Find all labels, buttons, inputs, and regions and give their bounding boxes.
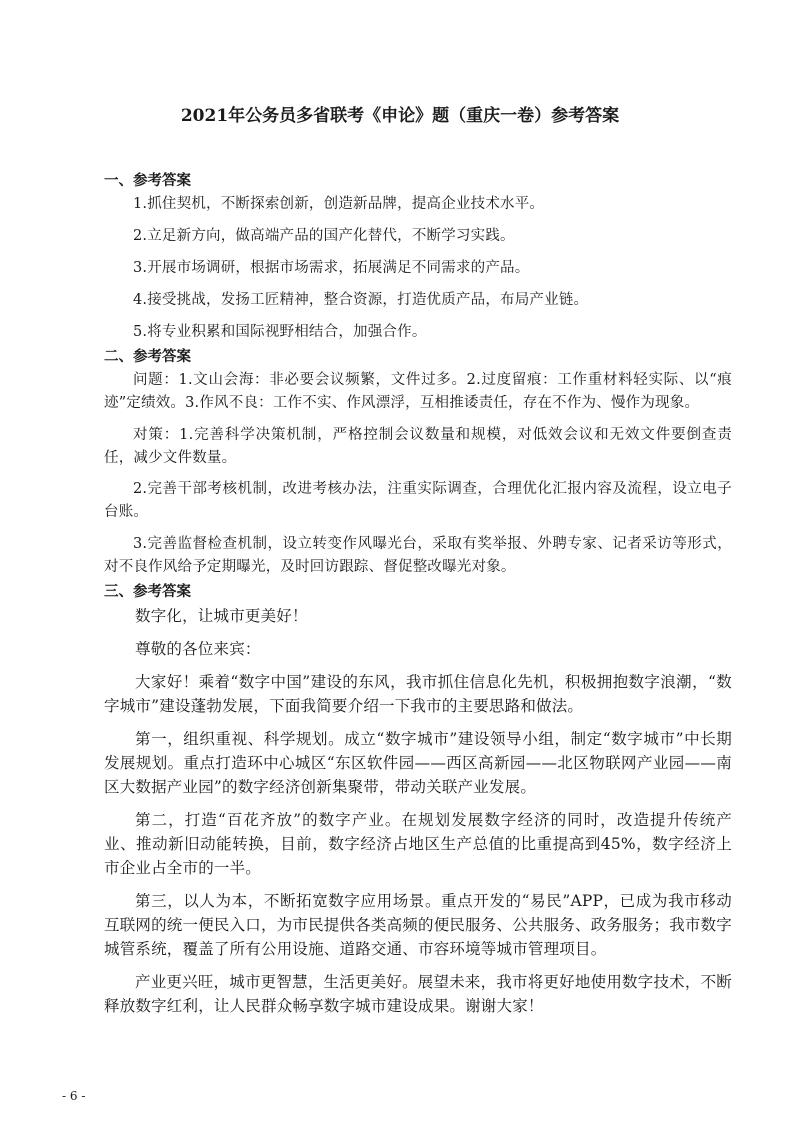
- document-title: 2021年公务员多省联考《申论》题（重庆一卷）参考答案: [180, 106, 620, 126]
- speech-paragraph: 第三，以人为本，不断拓宽数字应用场景。重点开发的“易民”APP，已成为我市移动互联网的统一便民入口，为市民提供各类高频的便民服务、公共服务、政务服务；我市数字城管系统，覆盖了所有公用设施、道路交通、市容环境等城市管理项目。: [104, 891, 733, 958]
- section-1-item: 4.接受挑战，发扬工匠精神，整合资源，打造优质产品，布局产业链。: [133, 292, 589, 308]
- section-3-heading: 三、参考答案: [104, 582, 191, 600]
- section-1-item: 5.将专业积累和国际视野相结合，加强合作。: [133, 324, 427, 340]
- section-2-measure: 对策：1.完善科学决策机制，严格控制会议数量和规模，对低效会议和无效文件要倒查责任，减少文件数量。: [104, 426, 732, 466]
- speech-title: 数字化，让城市更美好！: [135, 606, 308, 625]
- section-2-heading: 二、参考答案: [104, 348, 191, 365]
- speech-paragraph: 大家好！乘着“数字中国”建设的东风，我市抓住信息化先机，积极拥抱数字浪潮，“数字城市”建设蓬勃发展，下面我简要介绍一下我市的主要思路和做法。: [104, 672, 732, 715]
- section-1-item: 3.开展市场调研，根据市场需求，拓展满足不同需求的产品。: [133, 260, 530, 276]
- section-2-problems: 问题：1.文山会海：非必要会议频繁，文件过多。2.过度留痕：工作重材料轻实际、以“痕迹”定绩效。3.作风不良：工作不实、作风漂浮，互相推诿责任，存在不作为、慢作为现象。: [104, 372, 732, 411]
- section-2-measure: 2.完善干部考核机制，改进考核办法，注重实际调查，合理优化汇报内容及流程，设立电子台账。: [104, 481, 732, 520]
- section-1-item: 1.抓住契机，不断探索创新，创造新品牌，提高企业技术水平。: [133, 196, 545, 212]
- section-2-measure: 3.完善监督检查机制，设立转变作风曝光台，采取有奖举报、外聘专家、记者采访等形式，对不良作风给予定期曝光，及时回访跟踪、督促整改曝光对象。: [104, 535, 732, 575]
- document-body: [104, 170, 732, 1027]
- speech-salutation: 尊敬的各位来宾：: [135, 639, 261, 658]
- speech-paragraph: 产业更兴旺，城市更智慧，生活更美好。展望未来，我市将更好地使用数字技术，不断释放数字红利，让人民群众畅享数字城市建设成果。谢谢大家！: [104, 972, 732, 1015]
- section-1-heading: 一、参考答案: [104, 172, 191, 189]
- speech-paragraph: 第二，打造“百花齐放”的数字产业。在规划发展数字经济的同时，改造提升传统产业、推动新旧动能转换，目前，数字经济占地区生产总值的比重提高到45%，数字经济上市企业占全市的一半。: [104, 810, 732, 877]
- section-1-item: 2.立足新方向，做高端产品的国产化替代，不断学习实践。: [133, 228, 515, 244]
- speech-paragraph: 第一，组织重视、科学规划。成立“数字城市”建设领导小组，制定“数字城市”中长期发展规划。重点打造环中心城区“东区软件园——西区高新园——北区物联网产业园——南区大数据产业园”的数字经济创新集聚带，带动关联产业发展。: [104, 729, 732, 796]
- page-number: - 6 -: [62, 1089, 86, 1103]
